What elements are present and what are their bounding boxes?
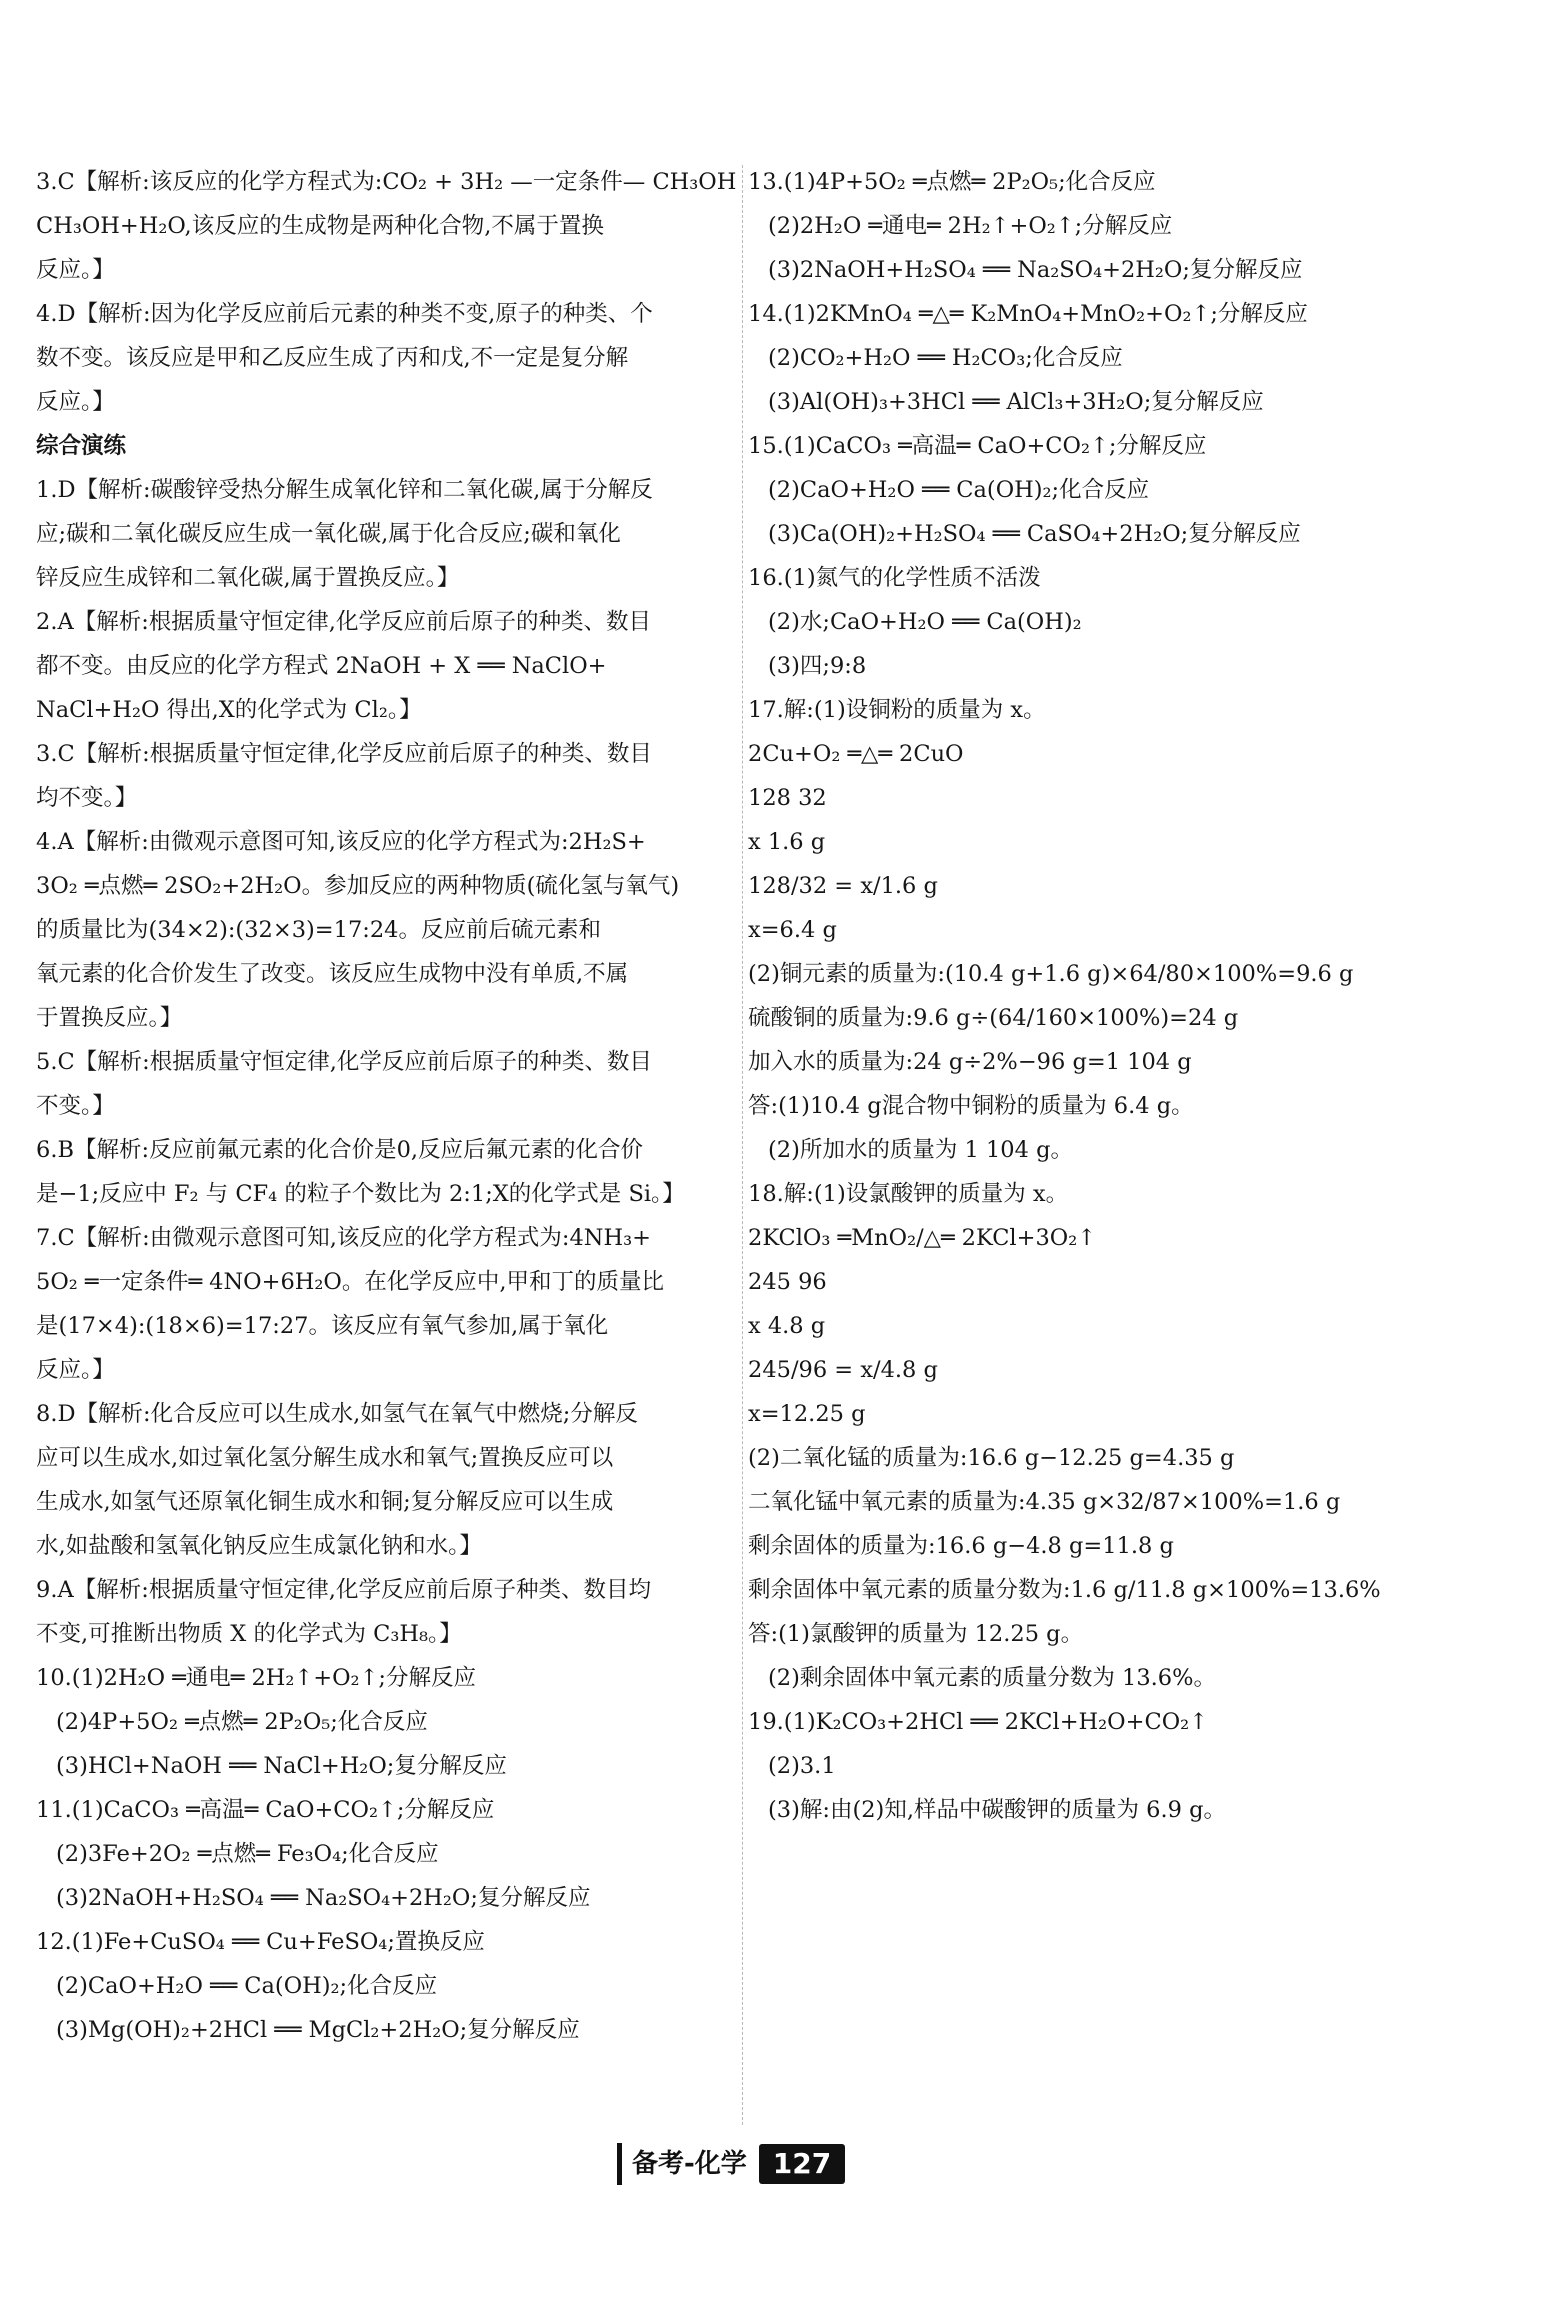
text-line: 128/32 = x/1.6 g xyxy=(748,873,938,899)
text-line: 2.A【解析:根据质量守恒定律,化学反应前后原子的种类、数目 xyxy=(36,609,651,635)
right-column xyxy=(748,160,1448,1832)
text-line: (2)二氧化锰的质量为:16.6 g−12.25 g=4.35 g xyxy=(748,1445,1235,1471)
text-line: (3)四;9:8 xyxy=(768,653,867,679)
text-line: 17.解:(1)设铜粉的质量为 x。 xyxy=(748,697,1046,723)
text-line: 7.C【解析:由微观示意图可知,该反应的化学方程式为:4NH₃+ xyxy=(36,1225,651,1251)
text-line: (3)2NaOH+H₂SO₄ ══ Na₂SO₄+2H₂O;复分解反应 xyxy=(768,257,1303,283)
text-line: 反应。】 xyxy=(36,389,115,415)
text-line: (3)解:由(2)知,样品中碳酸钾的质量为 6.9 g。 xyxy=(768,1797,1226,1823)
text-line: 8.D【解析:化合反应可以生成水,如氢气在氧气中燃烧;分解反 xyxy=(36,1401,638,1427)
text-line: 剩余固体中氧元素的质量分数为:1.6 g/11.8 g×100%=13.6% xyxy=(748,1577,1381,1603)
text-line: (2)CaO+H₂O ══ Ca(OH)₂;化合反应 xyxy=(56,1973,438,1999)
text-line: x 1.6 g xyxy=(748,829,826,855)
text-line: 答:(1)10.4 g混合物中铜粉的质量为 6.4 g。 xyxy=(748,1093,1194,1119)
text-line: 硫酸铜的质量为:9.6 g÷(64/160×100%)=24 g xyxy=(748,1005,1239,1031)
text-line: 反应。】 xyxy=(36,257,115,283)
text-line: 于置换反应。】 xyxy=(36,1005,183,1031)
text-line: 是(17×4):(18×6)=17:27。该反应有氧气参加,属于氧化 xyxy=(36,1313,609,1339)
text-line: 1.D【解析:碳酸锌受热分解生成氧化锌和二氧化碳,属于分解反 xyxy=(36,477,653,503)
text-line: 3.C【解析:该反应的化学方程式为:CO₂ + 3H₂ —一定条件— CH₃OH xyxy=(36,169,737,195)
text-line: 4.D【解析:因为化学反应前后元素的种类不变,原子的种类、个 xyxy=(36,301,653,327)
text-line: 3O₂ ═点燃═ 2SO₂+2H₂O。参加反应的两种物质(硫化氢与氧气) xyxy=(36,873,680,899)
text-line: 水,如盐酸和氢氧化钠反应生成氯化钠和水。】 xyxy=(36,1533,482,1559)
text-line: (2)剩余固体中氧元素的质量分数为 13.6%。 xyxy=(768,1665,1217,1691)
text-line: (3)Mg(OH)₂+2HCl ══ MgCl₂+2H₂O;复分解反应 xyxy=(56,2017,580,2043)
text-line: 不变。】 xyxy=(36,1093,115,1119)
left-column xyxy=(36,160,741,2052)
text-line: 12.(1)Fe+CuSO₄ ══ Cu+FeSO₄;置换反应 xyxy=(36,1929,485,1955)
text-line: 10.(1)2H₂O ═通电═ 2H₂↑+O₂↑;分解反应 xyxy=(36,1665,477,1691)
column-divider xyxy=(742,165,743,2125)
text-line: 16.(1)氮气的化学性质不活泼 xyxy=(748,565,1041,591)
text-line: (2)3Fe+2O₂ ═点燃═ Fe₃O₄;化合反应 xyxy=(56,1841,439,1867)
text-line: 2KClO₃ ═MnO₂/△═ 2KCl+3O₂↑ xyxy=(748,1225,1097,1251)
text-line: (2)水;CaO+H₂O ══ Ca(OH)₂ xyxy=(768,609,1082,635)
text-line: (2)3.1 xyxy=(768,1753,836,1779)
text-line: 生成水,如氢气还原氧化铜生成水和铜;复分解反应可以生成 xyxy=(36,1489,614,1515)
text-line: 4.A【解析:由微观示意图可知,该反应的化学方程式为:2H₂S+ xyxy=(36,829,646,855)
text-line: (3)Al(OH)₃+3HCl ══ AlCl₃+3H₂O;复分解反应 xyxy=(768,389,1264,415)
text-line: (3)HCl+NaOH ══ NaCl+H₂O;复分解反应 xyxy=(56,1753,507,1779)
text-line: (3)2NaOH+H₂SO₄ ══ Na₂SO₄+2H₂O;复分解反应 xyxy=(56,1885,591,1911)
page-footer xyxy=(617,2143,845,2185)
text-line: 答:(1)氯酸钾的质量为 12.25 g。 xyxy=(748,1621,1084,1647)
text-line: 均不变。】 xyxy=(36,785,138,811)
text-line: 剩余固体的质量为:16.6 g−4.8 g=11.8 g xyxy=(748,1533,1174,1559)
text-line: 245/96 = x/4.8 g xyxy=(748,1357,938,1383)
text-line: (2)所加水的质量为 1 104 g。 xyxy=(768,1137,1073,1163)
text-line: 14.(1)2KMnO₄ ═△═ K₂MnO₄+MnO₂+O₂↑;分解反应 xyxy=(748,301,1308,327)
text-line: x=12.25 g xyxy=(748,1401,866,1427)
text-line: 5.C【解析:根据质量守恒定律,化学反应前后原子的种类、数目 xyxy=(36,1049,652,1075)
text-line: 6.B【解析:反应前氟元素的化合价是0,反应后氟元素的化合价 xyxy=(36,1137,644,1163)
text-line: 2Cu+O₂ ═△═ 2CuO xyxy=(748,741,964,767)
section-heading: 综合演练 xyxy=(36,433,127,459)
footer-bar xyxy=(617,2143,622,2185)
text-line: (2)CaO+H₂O ══ Ca(OH)₂;化合反应 xyxy=(768,477,1150,503)
page-number: 127 xyxy=(759,2144,845,2184)
text-line: 128 32 xyxy=(748,785,827,811)
text-line: 应可以生成水,如过氧化氢分解生成水和氧气;置换反应可以 xyxy=(36,1445,614,1471)
footer-label: 备考-化学 xyxy=(632,2149,747,2179)
text-line: 的质量比为(34×2):(32×3)=17:24。反应前后硫元素和 xyxy=(36,917,601,943)
text-line: 氧元素的化合价发生了改变。该反应生成物中没有单质,不属 xyxy=(36,961,629,987)
text-line: (2)铜元素的质量为:(10.4 g+1.6 g)×64/80×100%=9.6 g xyxy=(748,961,1354,987)
text-line: (2)4P+5O₂ ═点燃═ 2P₂O₅;化合反应 xyxy=(56,1709,428,1735)
text-line: 15.(1)CaCO₃ ═高温═ CaO+CO₂↑;分解反应 xyxy=(748,433,1207,459)
text-line: 都不变。由反应的化学方程式 2NaOH + X ══ NaClO+ xyxy=(36,653,607,679)
text-line: 加入水的质量为:24 g÷2%−96 g=1 104 g xyxy=(748,1049,1192,1075)
text-line: CH₃OH+H₂O,该反应的生成物是两种化合物,不属于置换 xyxy=(36,213,604,239)
text-line: 11.(1)CaCO₃ ═高温═ CaO+CO₂↑;分解反应 xyxy=(36,1797,495,1823)
text-line: 是−1;反应中 F₂ 与 CF₄ 的粒子个数比为 2:1;X的化学式是 Si。】 xyxy=(36,1181,685,1207)
text-line: 锌反应生成锌和二氧化碳,属于置换反应。】 xyxy=(36,565,460,591)
text-line: 二氧化锰中氧元素的质量为:4.35 g×32/87×100%=1.6 g xyxy=(748,1489,1341,1515)
text-line: (3)Ca(OH)₂+H₂SO₄ ══ CaSO₄+2H₂O;复分解反应 xyxy=(768,521,1301,547)
text-line: 反应。】 xyxy=(36,1357,115,1383)
text-line: 13.(1)4P+5O₂ ═点燃═ 2P₂O₅;化合反应 xyxy=(748,169,1156,195)
text-line: NaCl+H₂O 得出,X的化学式为 Cl₂。】 xyxy=(36,697,422,723)
text-line: 5O₂ ═一定条件═ 4NO+6H₂O。在化学反应中,甲和丁的质量比 xyxy=(36,1269,665,1295)
text-line: (2)CO₂+H₂O ══ H₂CO₃;化合反应 xyxy=(768,345,1123,371)
text-line: 9.A【解析:根据质量守恒定律,化学反应前后原子种类、数目均 xyxy=(36,1577,651,1603)
text-line: 应;碳和二氧化碳反应生成一氧化碳,属于化合反应;碳和氧化 xyxy=(36,521,621,547)
text-line: 19.(1)K₂CO₃+2HCl ══ 2KCl+H₂O+CO₂↑ xyxy=(748,1709,1209,1735)
text-line: x 4.8 g xyxy=(748,1313,826,1339)
text-line: (2)2H₂O ═通电═ 2H₂↑+O₂↑;分解反应 xyxy=(768,213,1173,239)
text-line: 245 96 xyxy=(748,1269,827,1295)
text-line: x=6.4 g xyxy=(748,917,837,943)
text-line: 3.C【解析:根据质量守恒定律,化学反应前后原子的种类、数目 xyxy=(36,741,652,767)
text-line: 18.解:(1)设氯酸钾的质量为 x。 xyxy=(748,1181,1069,1207)
text-line: 不变,可推断出物质 X 的化学式为 C₃H₈。】 xyxy=(36,1621,462,1647)
text-line: 数不变。该反应是甲和乙反应生成了丙和戊,不一定是复分解 xyxy=(36,345,629,371)
